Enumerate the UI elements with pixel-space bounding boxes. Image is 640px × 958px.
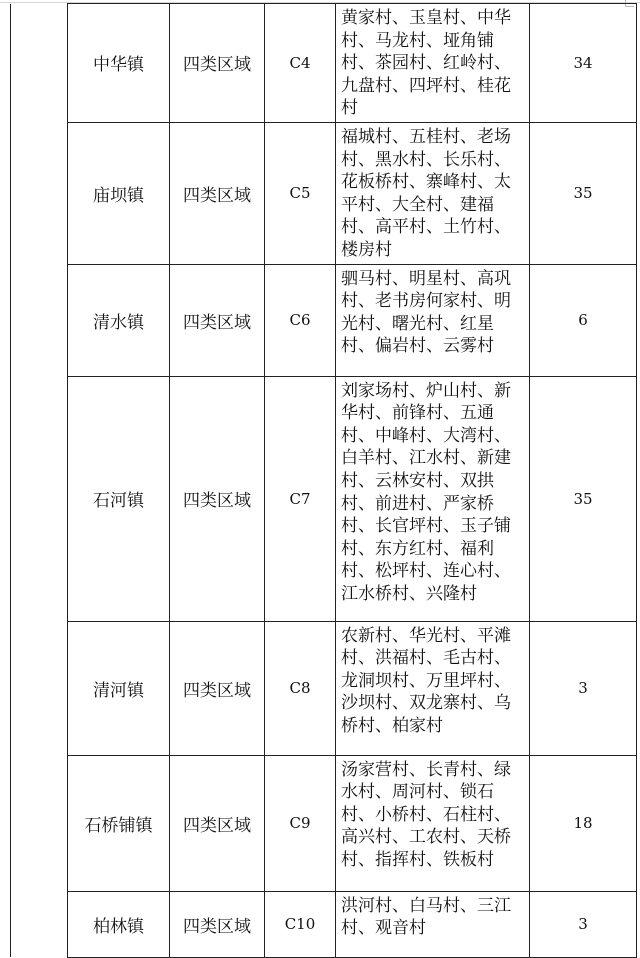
villages-cell: 黄家村、玉皇村、中华村、马龙村、垭角铺村、茶园村、红岭村、九盘村、四坪村、桂花村 (336, 4, 530, 123)
town-cell: 柏林镇 (68, 891, 170, 957)
code-cell: C10 (265, 891, 336, 957)
count-cell: 18 (530, 755, 637, 891)
villages-cell: 农新村、华光村、平滩村、洪福村、毛古村、龙洞坝村、万里坪村、沙坝村、双龙寨村、乌桥村、柏家村 (336, 621, 530, 755)
code-cell: C6 (265, 264, 336, 376)
count-cell: 6 (530, 264, 637, 376)
code-cell: C9 (265, 755, 336, 891)
village-region-table (10, 3, 637, 958)
code-cell: C4 (265, 4, 336, 123)
town-cell: 中华镇 (68, 4, 170, 123)
category-cell: 四类区域 (170, 376, 265, 621)
merged-left-column (11, 4, 68, 958)
table-row (11, 122, 637, 264)
count-cell: 3 (530, 891, 637, 957)
code-cell: C5 (265, 122, 336, 264)
category-cell: 四类区域 (170, 4, 265, 123)
town-cell: 清河镇 (68, 621, 170, 755)
villages-cell: 汤家营村、长青村、绿水村、周河村、锁石村、小桥村、石柱村、高兴村、工农村、天桥村、指挥村、铁板村 (336, 755, 530, 891)
table-row (11, 891, 637, 957)
table-row (11, 755, 637, 891)
category-cell: 四类区域 (170, 122, 265, 264)
count-cell: 35 (530, 376, 637, 621)
count-cell: 35 (530, 122, 637, 264)
category-cell: 四类区域 (170, 891, 265, 957)
table-row (11, 621, 637, 755)
table-row (11, 376, 637, 621)
category-cell: 四类区域 (170, 621, 265, 755)
category-cell: 四类区域 (170, 264, 265, 376)
table-row (11, 4, 637, 123)
villages-cell: 福城村、五桂村、老场村、黑水村、长乐村、花板桥村、寨峰村、太平村、大全村、建福村、高平村、土竹村、楼房村 (336, 122, 530, 264)
count-cell: 34 (530, 4, 637, 123)
count-cell: 3 (530, 621, 637, 755)
town-cell: 石桥铺镇 (68, 755, 170, 891)
villages-cell: 刘家场村、炉山村、新华村、前锋村、五通村、中峰村、大湾村、白羊村、江水村、新建村、云林安村、双拱村、前进村、严家桥村、长官坪村、玉子铺村、东方红村、福利村、松坪村、连心村、江水桥村、兴隆村 (336, 376, 530, 621)
town-cell: 清水镇 (68, 264, 170, 376)
code-cell: C7 (265, 376, 336, 621)
category-cell: 四类区域 (170, 755, 265, 891)
town-cell: 石河镇 (68, 376, 170, 621)
town-cell: 庙坝镇 (68, 122, 170, 264)
table-row (11, 264, 637, 376)
villages-cell: 驷马村、明星村、高巩村、老书房何家村、明光村、曙光村、红星村、偏岩村、云雾村 (336, 264, 530, 376)
villages-cell: 洪河村、白马村、三江村、观音村 (336, 891, 530, 957)
code-cell: C8 (265, 621, 336, 755)
